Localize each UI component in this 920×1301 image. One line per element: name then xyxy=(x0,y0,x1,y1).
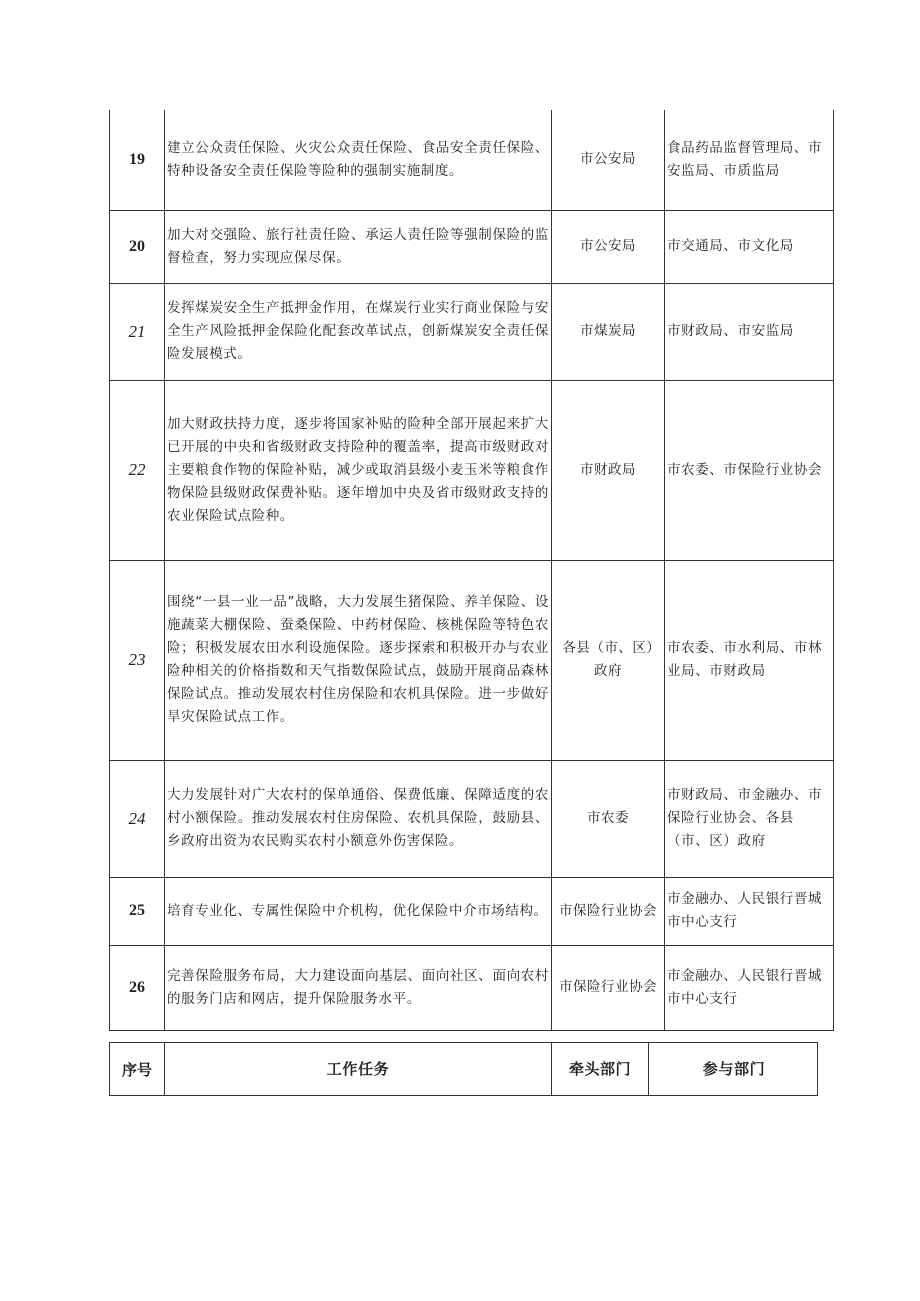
table-row xyxy=(110,760,834,877)
table-row xyxy=(110,945,834,1030)
row-number: 22 xyxy=(110,380,165,560)
participating-departments-cell: 市金融办、人民银行晋城市中心支行 xyxy=(665,877,834,945)
header-row xyxy=(110,1043,818,1096)
header-task: 工作任务 xyxy=(165,1043,552,1096)
task-cell: 大力发展针对广大农村的保单通俗、保费低廉、保障适度的农村小额保险。推动发展农村住房保险、农机具保险，鼓励县、乡政府出资为农民购买农村小额意外伤害保险。 xyxy=(165,760,552,877)
lead-department-cell: 市公安局 xyxy=(552,110,665,210)
lead-department-cell: 市保险行业协会 xyxy=(552,945,665,1030)
row-number: 23 xyxy=(110,560,165,760)
table-row xyxy=(110,877,834,945)
row-number: 19 xyxy=(110,110,165,210)
participating-departments-cell: 食品药品监督管理局、市安监局、市质监局 xyxy=(665,110,834,210)
header-participating-departments: 参与部门 xyxy=(649,1043,818,1096)
task-cell: 建立公众责任保险、火灾公众责任保险、食品安全责任保险、特种设备安全责任保险等险种的强制实施制度。 xyxy=(165,110,552,210)
task-table xyxy=(109,110,834,1031)
participating-departments-cell: 市农委、市保险行业协会 xyxy=(665,380,834,560)
participating-departments-cell: 市交通局、市文化局 xyxy=(665,210,834,283)
lead-department-cell: 各县（市、区）政府 xyxy=(552,560,665,760)
participating-departments-cell: 市财政局、市金融办、市保险行业协会、各县（市、区）政府 xyxy=(665,760,834,877)
lead-department-cell: 市公安局 xyxy=(552,210,665,283)
header-lead-department: 牵头部门 xyxy=(552,1043,649,1096)
participating-departments-cell: 市农委、市水利局、市林业局、市财政局 xyxy=(665,560,834,760)
row-number: 21 xyxy=(110,283,165,380)
task-cell: 加大对交强险、旅行社责任险、承运人责任险等强制保险的监督检查，努力实现应保尽保。 xyxy=(165,210,552,283)
lead-department-cell: 市农委 xyxy=(552,760,665,877)
lead-department-cell: 市保险行业协会 xyxy=(552,877,665,945)
table-row xyxy=(110,283,834,380)
lead-department-cell: 市煤炭局 xyxy=(552,283,665,380)
task-cell: 发挥煤炭安全生产抵押金作用，在煤炭行业实行商业保险与安全生产风险抵押金保险化配套改革试点，创新煤炭安全责任保险发展模式。 xyxy=(165,283,552,380)
header-number: 序号 xyxy=(110,1043,165,1096)
task-cell: 围绕“一县一业一品”战略，大力发展生猪保险、养羊保险、设施蔬菜大棚保险、蚕桑保险、中药材保险、核桃保险等特色农险；积极发展农田水利设施保险。逐步探索和积极开办与农业险种相关的价格指数和天气指数保险试点，鼓励开展商品森林保险试点。推动发展农村住房保险和农机具保险。进一步做好旱灾保险试点工作。 xyxy=(165,560,552,760)
table-row xyxy=(110,380,834,560)
task-cell: 加大财政扶持力度，逐步将国家补贴的险种全部开展起来扩大已开展的中央和省级财政支持险种的覆盖率，提高市级财政对主要粮食作物的保险补贴，减少或取消县级小麦玉米等粮食作物保险县级财政保费补贴。逐年增加中央及省市级财政支持的农业保险试点险种。 xyxy=(165,380,552,560)
participating-departments-cell: 市金融办、人民银行晋城市中心支行 xyxy=(665,945,834,1030)
row-number: 26 xyxy=(110,945,165,1030)
task-cell: 完善保险服务布局，大力建设面向基层、面向社区、面向农村的服务门店和网店，提升保险服务水平。 xyxy=(165,945,552,1030)
task-cell: 培育专业化、专属性保险中介机构，优化保险中介市场结构。 xyxy=(165,877,552,945)
table-header xyxy=(109,1042,818,1096)
lead-department-cell: 市财政局 xyxy=(552,380,665,560)
table-row xyxy=(110,210,834,283)
row-number: 20 xyxy=(110,210,165,283)
table-row xyxy=(110,110,834,210)
row-number: 24 xyxy=(110,760,165,877)
table-row xyxy=(110,560,834,760)
participating-departments-cell: 市财政局、市安监局 xyxy=(665,283,834,380)
row-number: 25 xyxy=(110,877,165,945)
